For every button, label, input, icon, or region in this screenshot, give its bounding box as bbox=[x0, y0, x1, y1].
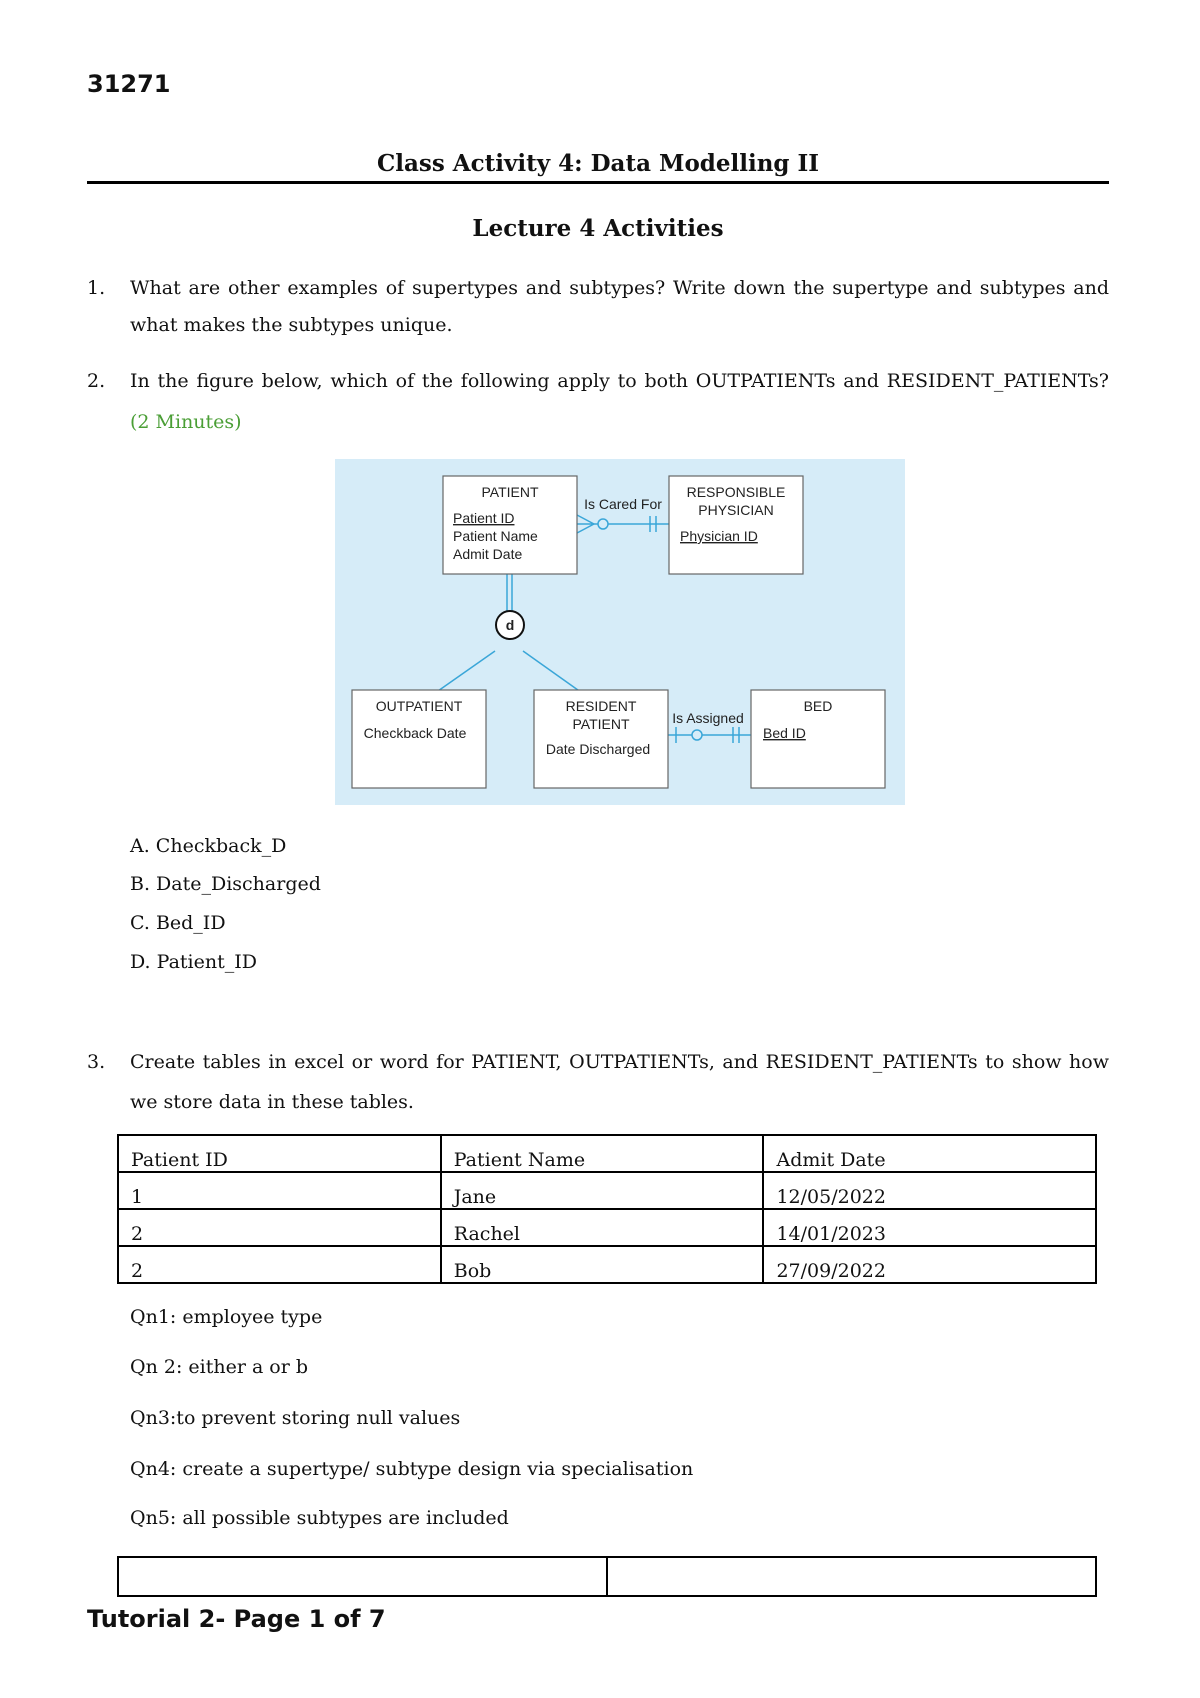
entity-title: PATIENT bbox=[481, 484, 539, 500]
entity-title: RESPONSIBLE bbox=[686, 484, 786, 500]
question-text: Create tables in excel or word for PATIENT, OUTPATIENTs, and RESIDENT_PATIENTs to show how we store data in these tables. bbox=[130, 1051, 1109, 1113]
table-row bbox=[118, 1172, 1096, 1209]
relationship-label: Is Assigned bbox=[672, 710, 744, 726]
table-cell: 14/01/2023 bbox=[763, 1209, 1096, 1246]
table-header-row bbox=[118, 1135, 1096, 1172]
title-divider bbox=[87, 181, 1109, 184]
entity-key: Patient ID bbox=[453, 510, 515, 526]
column-header: Admit Date bbox=[763, 1135, 1096, 1172]
course-code: 31271 bbox=[87, 70, 171, 98]
option-d: D. Patient_ID bbox=[130, 951, 257, 973]
patient-table bbox=[117, 1134, 1097, 1284]
question-number: 2. bbox=[87, 370, 106, 392]
er-diagram bbox=[335, 459, 905, 805]
page-subtitle: Lecture 4 Activities bbox=[472, 215, 724, 242]
question-3 bbox=[87, 1042, 1109, 1122]
answer-1: Qn1: employee type bbox=[130, 1306, 323, 1328]
entity-attribute: Checkback Date bbox=[363, 725, 467, 741]
entity-key: Bed ID bbox=[763, 725, 806, 741]
answer-5: Qn5: all possible subtypes are included bbox=[130, 1507, 509, 1529]
entity-key: Physician ID bbox=[680, 528, 758, 544]
entity-attribute: Date Discharged bbox=[545, 741, 651, 757]
entity-title: RESIDENT bbox=[565, 698, 637, 714]
entity-title: OUTPATIENT bbox=[375, 698, 463, 714]
column-header: Patient Name bbox=[441, 1135, 764, 1172]
table-row bbox=[118, 1209, 1096, 1246]
question-text: What are other examples of supertypes and subtypes? Write down the supertype and subtypes and what makes the subtypes unique. bbox=[130, 277, 1109, 336]
table-cell: 2 bbox=[118, 1209, 441, 1246]
disjoint-marker bbox=[496, 611, 524, 639]
answer-4: Qn4: create a supertype/ subtype design via specialisation bbox=[130, 1458, 694, 1480]
column-header: Patient ID bbox=[118, 1135, 441, 1172]
answer-3: Qn3:to prevent storing null values bbox=[130, 1407, 461, 1429]
entity-physician bbox=[669, 476, 803, 574]
table-cell: Rachel bbox=[441, 1209, 764, 1246]
table-row bbox=[118, 1246, 1096, 1283]
relationship-label: Is Cared For bbox=[584, 496, 662, 512]
option-c: C. Bed_ID bbox=[130, 912, 226, 934]
table-cell: 2 bbox=[118, 1246, 441, 1283]
entity-title: PATIENT bbox=[572, 716, 630, 732]
table-cell: 27/09/2022 bbox=[763, 1246, 1096, 1283]
table-cell: 1 bbox=[118, 1172, 441, 1209]
table-cell bbox=[118, 1557, 607, 1596]
entity-attribute: Admit Date bbox=[453, 546, 523, 562]
question-number: 3. bbox=[87, 1051, 106, 1073]
question-1 bbox=[87, 270, 1109, 344]
table-cell: Jane bbox=[441, 1172, 764, 1209]
entity-attribute: Patient Name bbox=[453, 528, 538, 544]
entity-title: PHYSICIAN bbox=[698, 502, 774, 518]
entity-patient bbox=[443, 476, 577, 574]
option-b: B. Date_Discharged bbox=[130, 873, 321, 895]
entity-bed bbox=[751, 690, 885, 788]
time-note: (2 Minutes) bbox=[130, 411, 242, 433]
table-cell: 12/05/2022 bbox=[763, 1172, 1096, 1209]
option-a: A. Checkback_D bbox=[130, 835, 287, 857]
table-cell: Bob bbox=[441, 1246, 764, 1283]
page-title: Class Activity 4: Data Modelling II bbox=[376, 150, 820, 177]
answer-2: Qn 2: either a or b bbox=[130, 1356, 309, 1378]
question-text: In the figure below, which of the following apply to both OUTPATIENTs and RESIDENT_PATIENTs? bbox=[130, 370, 1109, 392]
table-cell bbox=[607, 1557, 1096, 1596]
page-footer: Tutorial 2- Page 1 of 7 bbox=[87, 1605, 386, 1633]
empty-table bbox=[117, 1556, 1097, 1597]
entity-outpatient bbox=[352, 690, 486, 788]
question-2 bbox=[87, 361, 1109, 443]
question-number: 1. bbox=[87, 277, 106, 299]
entity-title: BED bbox=[803, 698, 833, 714]
disjoint-label: d bbox=[505, 617, 515, 633]
table-row bbox=[118, 1557, 1096, 1596]
entity-resident-patient bbox=[534, 690, 668, 788]
